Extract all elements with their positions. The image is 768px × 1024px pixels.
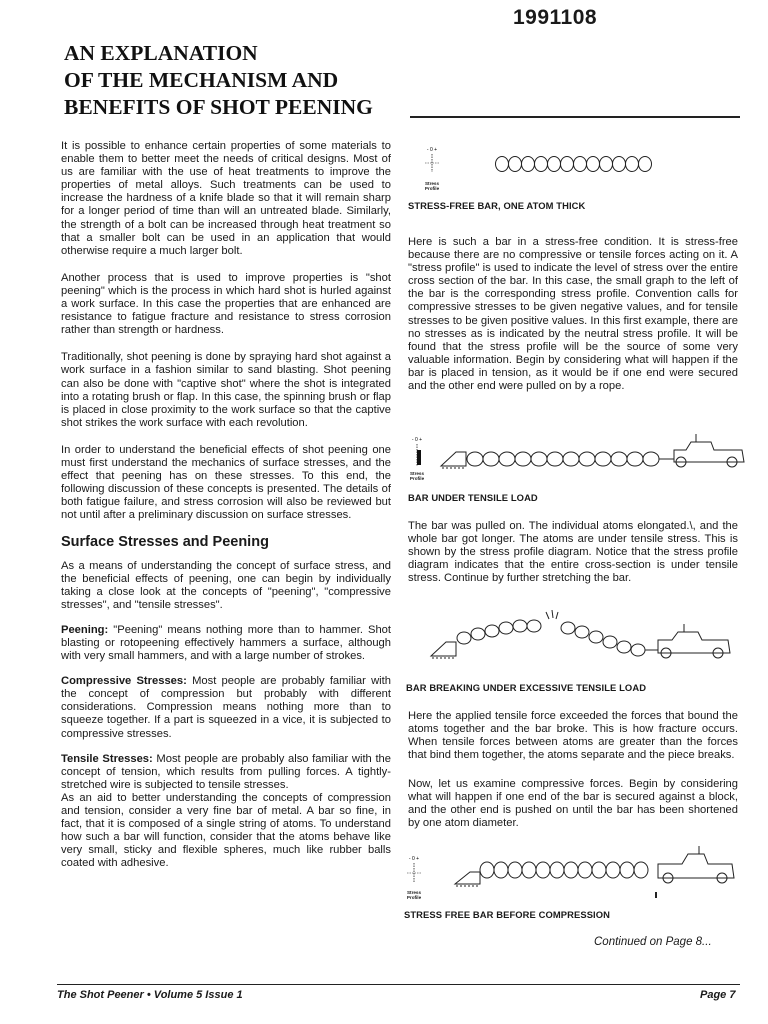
paragraph-tensile [61, 753, 391, 792]
figure-4-caption: STRESS FREE BAR BEFORE COMPRESSION [404, 909, 611, 920]
atom-bar-stress-free [495, 154, 659, 174]
paragraph-traditionally: Traditionally, shot peening is done by spraying hard shot against a work surface in a fashion similar to sand blasting. Shot peening can also be done with "captive shot" where the shot is integrated into a rotating brush or flap. In this case, the spinning brush or flap is placed in close proximity to the work surface so that the captive shot strikes the work surface with each revolution. [61, 351, 391, 429]
term-compressive: Compressive Stresses: [61, 675, 187, 688]
paragraph-compressive [61, 675, 391, 740]
paragraph-peening [61, 624, 391, 663]
term-peening: Peening: [61, 623, 109, 636]
stress-profile-graph-tensile [405, 436, 429, 466]
paragraph-means: As a means of understanding the concept of surface stress, and the beneficial effects of peening, one can begin by individually taking a close look at the concepts of "peening", "compressive stresses", and "tensile stresses". [61, 559, 391, 611]
paragraph-pulled: The bar was pulled on. The individual atoms elongated.\, and the whole bar got longer. The atoms are under tensile stress. This is shown by the stress profile diagram. Notice that the stress profile diagram indicates that the entire cross-section is under tensile stress. Continue by further stretching the bar. [408, 520, 738, 585]
profile-label-stress: Stress [406, 890, 422, 895]
paragraph-fracture: Here the applied tensile force exceeded the forces that bound the atoms together and the bar broke. This is how fracture occurs. When tensile forces between atoms are greater than the forces that bind them together, the atoms separate and the piece breaks. [408, 710, 738, 762]
bar-breaking-illustration [428, 604, 758, 666]
stress-profile-2 [405, 436, 429, 481]
paragraph-stress-free: Here is such a bar in a stress-free condition. It is stress-free because there are no compressive or tensile forces acting on it. A "stress profile" is used to indicate the level of stress over the entire cross section of the bar. In this case, the small graph to the left of the bar is the corresponding stress profile. Convention calls for compressive stresses to be given negative values, and for tensile stresses to be given positive values. In this first example, there are no stresses as is indicated by the neutral stress profile. It will be found that the stress profile will be the source of some very valuable information. Begin by considering what will happen if the bar is placed in tension, as it would be if one end were secured and the other end were pulled on by a rope. [408, 236, 738, 393]
peening-definition: "Peening" means nothing more than to hammer. Shot blasting or rotopeening effectively hammers a surface, although with very small hammers, and with a large number of strokes. [61, 623, 391, 663]
tensile-definition: Most people are probably also familiar with the concept of tension, which results from pulling forces. A tightly-stretched wire is subjected to tensile stresses. [61, 752, 391, 791]
paragraph-compressive-forces: Now, let us examine compressive forces. Begin by considering what will happen if one end of the bar is secured against a block, and the other end is pushed on until the bar has been shortened by one atom diameter. [408, 778, 738, 830]
paragraph-intro: It is possible to enhance certain properties of some materials to enable them to better meet the needs of critical designs. Most of us are familiar with the use of heat treatments to improve the properties of metal alloys. Such treatments can be used to increase the hardness of a knife blade so that it will remain sharp for a longer period of time than will an untreated blade. Similarly, the strength of a bolt can be increased through heat treatment so that a smaller bolt can be used in an application that would otherwise require a much larger bolt. [61, 140, 391, 257]
paragraph-aid: As an aid to better understanding the concepts of compression and tension, consider a very fine bar of metal. A bar so fine, in fact, that it is composed of a single string of atoms. To understand how such a bar will function, consider that the atoms behave like very small, sticky and flexible spheres, much like rubber balls coated with adhesive. [61, 791, 391, 870]
figure-2-caption: BAR UNDER TENSILE LOAD [408, 492, 538, 503]
paragraph-another-process: Another process that is used to improve properties is "shot peening" which is the process in which hard shot is hurled against a work surface. In this case the properties that are enhanced are resistance to fatigue fracture and resistance to stress corrosion rather than strength or hardness. [61, 271, 391, 337]
document-number: 1991108 [513, 6, 598, 29]
figure-3-caption: BAR BREAKING UNDER EXCESSIVE TENSILE LOAD [406, 682, 647, 693]
profile-label-stress: Stress [409, 471, 425, 476]
section-heading: Surface Stresses and Peening [61, 534, 269, 551]
profile-label-profile: Profile [424, 186, 440, 191]
figure-1-caption: STRESS-FREE BAR, ONE ATOM THICK [408, 200, 586, 211]
profile-axis-label: - 0 + [426, 147, 438, 153]
page-title [64, 40, 404, 121]
term-tensile: Tensile Stresses: [61, 752, 153, 765]
footer-page-number: Page 7 [700, 989, 736, 1001]
footer-rule [57, 984, 740, 985]
stress-profile-graph [420, 146, 444, 176]
profile-label-profile: Profile [406, 895, 422, 900]
bar-tensile-illustration [436, 424, 766, 472]
profile-axis-label: - 0 + [408, 856, 420, 862]
title-rule [410, 116, 740, 118]
paragraph-understand: In order to understand the beneficial effects of shot peening one must first understand the mechanics of surface stresses, and the effect that peening has on these stresses. To this end, the following discussion of these concepts is presented. The details of both fatigue failure, and stress corrosion will also be reviewed but not until after a preliminary discussion on surface stresses. [61, 443, 391, 522]
title-line-1: AN EXPLANATION [64, 41, 258, 65]
profile-axis-label: - 0 + [411, 437, 423, 443]
title-line-2: OF THE MECHANISM AND [64, 68, 339, 92]
compressive-definition: Most people are probably familiar with the concept of compression but probably with different considerations. Compression means nothing more than to squeeze together. If a part is squeezed in a vice, it is subjected to compressive stresses. [61, 675, 391, 740]
profile-label-stress: Stress [424, 181, 440, 186]
stress-profile-1 [420, 146, 444, 191]
left-column [61, 140, 391, 871]
title-line-3: BENEFITS OF SHOT PEENING [64, 95, 373, 119]
continued-note: Continued on Page 8... [594, 936, 712, 948]
footer-publication: The Shot Peener • Volume 5 Issue 1 [57, 989, 243, 1001]
bar-compression-illustration [452, 846, 742, 902]
stress-profile-4 [402, 855, 426, 900]
profile-label-profile: Profile [409, 476, 425, 481]
stress-profile-graph-neutral [402, 855, 426, 885]
